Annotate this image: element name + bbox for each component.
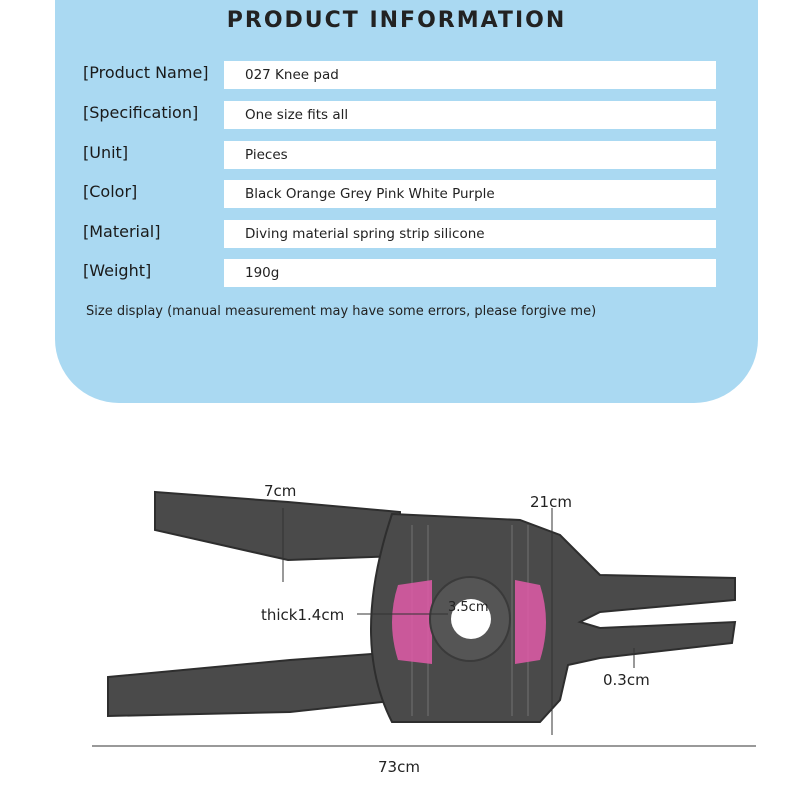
label-unit: [Unit]	[83, 143, 129, 162]
strap-lower-left	[108, 652, 400, 716]
value-unit: Pieces	[245, 147, 288, 163]
value-weight: 190g	[245, 265, 280, 281]
value-product-name: 027 Knee pad	[245, 67, 339, 83]
strap-upper-left	[155, 492, 400, 560]
dim-hole: 3.5cm	[448, 600, 489, 615]
dim-strap-width: 7cm	[264, 482, 297, 500]
label-product-name: [Product Name]	[83, 63, 209, 82]
value-material: Diving material spring strip silicone	[245, 226, 485, 242]
dim-thickness: thick1.4cm	[261, 606, 345, 624]
size-note: Size display (manual measurement may have some errors, please forgive me)	[86, 304, 597, 319]
dim-length: 73cm	[378, 758, 420, 776]
value-specification: One size fits all	[245, 107, 349, 123]
page-title: PRODUCT INFORMATION	[226, 8, 567, 33]
label-color: [Color]	[83, 182, 138, 201]
dim-gap: 0.3cm	[603, 671, 650, 689]
label-material: [Material]	[83, 222, 161, 241]
pink-panel-right	[515, 580, 546, 664]
pink-panel-left	[392, 580, 432, 664]
label-specification: [Specification]	[83, 103, 199, 122]
label-weight: [Weight]	[83, 261, 152, 280]
value-color: Black Orange Grey Pink White Purple	[245, 186, 495, 202]
dim-height: 21cm	[530, 493, 572, 511]
